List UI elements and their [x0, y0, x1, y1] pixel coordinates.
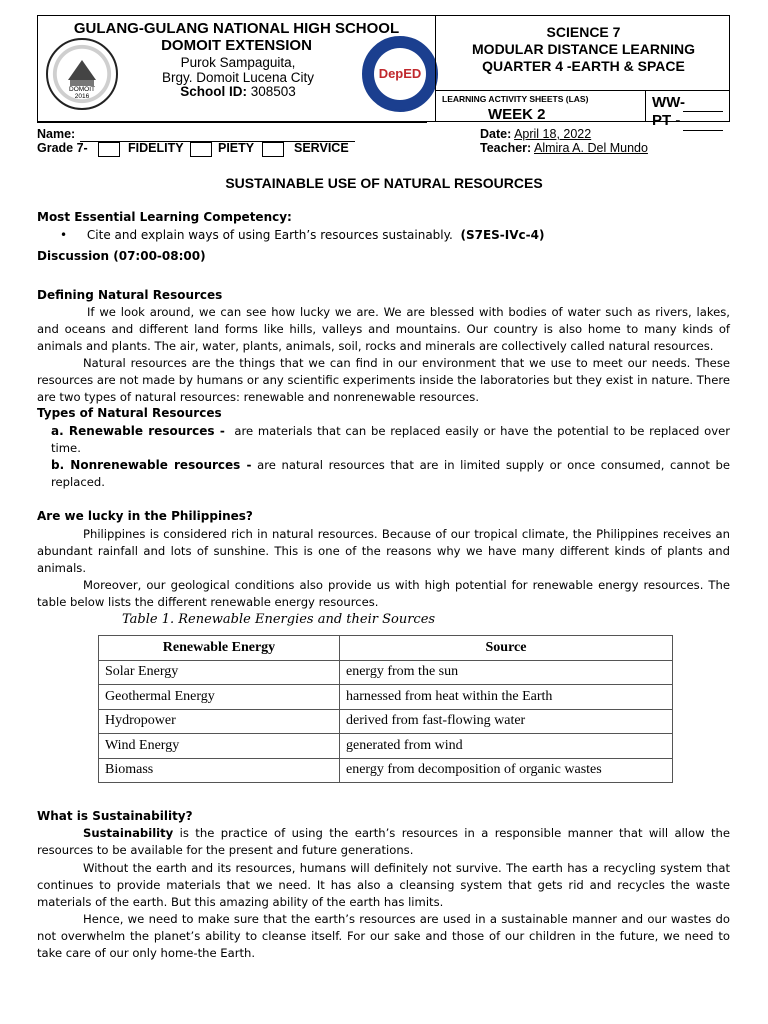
- subject-info: [436, 16, 729, 129]
- table-header-source: Source: [340, 636, 673, 661]
- name-label: Name:: [37, 127, 76, 141]
- melc-heading: Most Essential Learning Competency:: [37, 210, 292, 224]
- school-logo: DOMOIT 2016: [46, 38, 118, 110]
- table-cell: Solar Energy: [99, 660, 340, 685]
- table-cell: generated from wind: [340, 734, 673, 759]
- sustainability-p3: Hence, we need to make sure that the earth’s resources are used in a sustainable manner and our wastes do not overwhelm the planet’s ability to cleanse itself. For our sake and those of our children in the future, we need to take care of our only home-the Earth.: [37, 912, 730, 960]
- grade-label: Grade 7-: [37, 141, 88, 155]
- defining-heading: Defining Natural Resources: [37, 288, 223, 302]
- header-hsep: [436, 90, 729, 91]
- week-label: WEEK 2: [488, 106, 546, 123]
- pt-label: PT -: [652, 112, 681, 129]
- melc-bullet: • Cite and explain ways of using Earth’s resources sustainably. (S7ES-IVc-4): [60, 228, 545, 242]
- page-title: SUSTAINABLE USE OF NATURAL RESOURCES: [225, 175, 543, 191]
- table-cell: derived from fast-flowing water: [340, 709, 673, 734]
- section-service: SERVICE: [294, 141, 349, 155]
- table-row: [99, 660, 673, 685]
- table-row: [99, 758, 673, 783]
- header-box: [37, 15, 730, 129]
- fidelity-checkbox[interactable]: [98, 142, 120, 157]
- renewable-energy-table: [98, 635, 673, 783]
- sustainability-p2: Without the earth and its resources, humans will definitely not survive. The earth has a recycling system that continues to provide materials that we need. It has also a cleansing system that gets rid and recycles the waste materials of the earth. But this amazing ability of the earth has limits.: [37, 861, 730, 909]
- bullet-icon: •: [60, 228, 68, 242]
- lucky-p2: Moreover, our geological conditions also provide us with high potential for renewable energy resources. The table below lists the different renewable energy resources.: [37, 578, 730, 609]
- sustainability-heading: What is Sustainability?: [37, 809, 193, 823]
- lucky-p1: Philippines is considered rich in natural resources. Because of our tropical climate, the Philippines receives an abundant rainfall and lots of sunshine. This is one of the reasons why we have many different kinds of plants and animals.: [37, 527, 730, 575]
- deped-logo: DepED: [362, 36, 438, 112]
- table-cell: energy from the sun: [340, 660, 673, 685]
- table-cell: harnessed from heat within the Earth: [340, 685, 673, 710]
- table-cell: energy from decomposition of organic wastes: [340, 758, 673, 783]
- section-piety: PIETY: [218, 141, 255, 155]
- table-cell: Biomass: [99, 758, 340, 783]
- table-caption: Table 1. Renewable Energies and their Sources: [122, 612, 436, 627]
- table-cell: Hydropower: [99, 709, 340, 734]
- piety-checkbox[interactable]: [190, 142, 212, 157]
- section-fidelity: FIDELITY: [128, 141, 184, 155]
- pt-blank[interactable]: [683, 130, 723, 131]
- table-row: [99, 685, 673, 710]
- header-underline: [37, 122, 427, 123]
- school-id: School ID: 308503: [180, 84, 296, 99]
- table-header-row: [99, 636, 673, 661]
- quarter: QUARTER 4 -EARTH & SPACE: [482, 58, 685, 74]
- table-header-energy: Renewable Energy: [99, 636, 340, 661]
- types-heading: Types of Natural Resources: [37, 406, 222, 420]
- header-vsep: [645, 90, 646, 121]
- school-address-2: Brgy. Domoit Lucena City: [161, 70, 315, 85]
- table-row: [99, 734, 673, 759]
- table-cell: Wind Energy: [99, 734, 340, 759]
- school-extension: DOMOIT EXTENSION: [161, 37, 312, 54]
- table-row: [99, 709, 673, 734]
- school-info: [38, 16, 435, 121]
- lucky-heading: Are we lucky in the Philippines?: [37, 509, 253, 523]
- defining-p2: Natural resources are the things that we can find in our environment that we use to meet our needs. These resources are not made by humans or any scientific experiments inside the laboratories but they exist in nature. There are two types of natural resources: renewable and nonrenewable resources.: [37, 356, 730, 404]
- ww-blank[interactable]: [683, 111, 723, 112]
- defining-p1: If we look around, we can see how lucky we are. We are blessed with bodies of water such as rivers, lakes, and oceans and different land forms like hills, valleys and mountains. Our country is also home to many kinds of animals and plants. The air, water, plants, animals, soil, rocks and minerals are collectively called natural resources.: [37, 305, 730, 353]
- las-label: LEARNING ACTIVITY SHEETS (LAS): [442, 94, 589, 104]
- date-value: April 18, 2022: [514, 127, 592, 141]
- renewable-def: a. Renewable resources - are materials that can be replaced easily or have the potential to be replaced over time.: [51, 424, 730, 455]
- service-checkbox[interactable]: [262, 142, 284, 157]
- school-address-1: Purok Sampaguita,: [180, 55, 296, 70]
- table-cell: Geothermal Energy: [99, 685, 340, 710]
- school-name: GULANG-GULANG NATIONAL HIGH SCHOOL: [73, 20, 400, 37]
- discussion-heading: Discussion (07:00-08:00): [37, 249, 206, 263]
- teacher-value: Almira A. Del Mundo: [533, 141, 648, 155]
- nonrenewable-def: b. Nonrenewable resources - are natural resources that are in limited supply or once consumed, cannot be replaced.: [51, 458, 731, 489]
- sustainability-p1: Sustainability is the practice of using the earth’s resources in a responsible manner that will allow the resources to be available for the present and future generations.: [37, 826, 731, 857]
- date-line: Date: April 18, 2022: [480, 127, 592, 141]
- ww-label: WW-: [652, 94, 686, 111]
- melc-code: (S7ES-IVc-4): [460, 228, 545, 242]
- teacher-line: Teacher: Almira A. Del Mundo: [480, 141, 648, 155]
- subject: SCIENCE 7: [546, 24, 621, 40]
- program: MODULAR DISTANCE LEARNING: [472, 41, 695, 57]
